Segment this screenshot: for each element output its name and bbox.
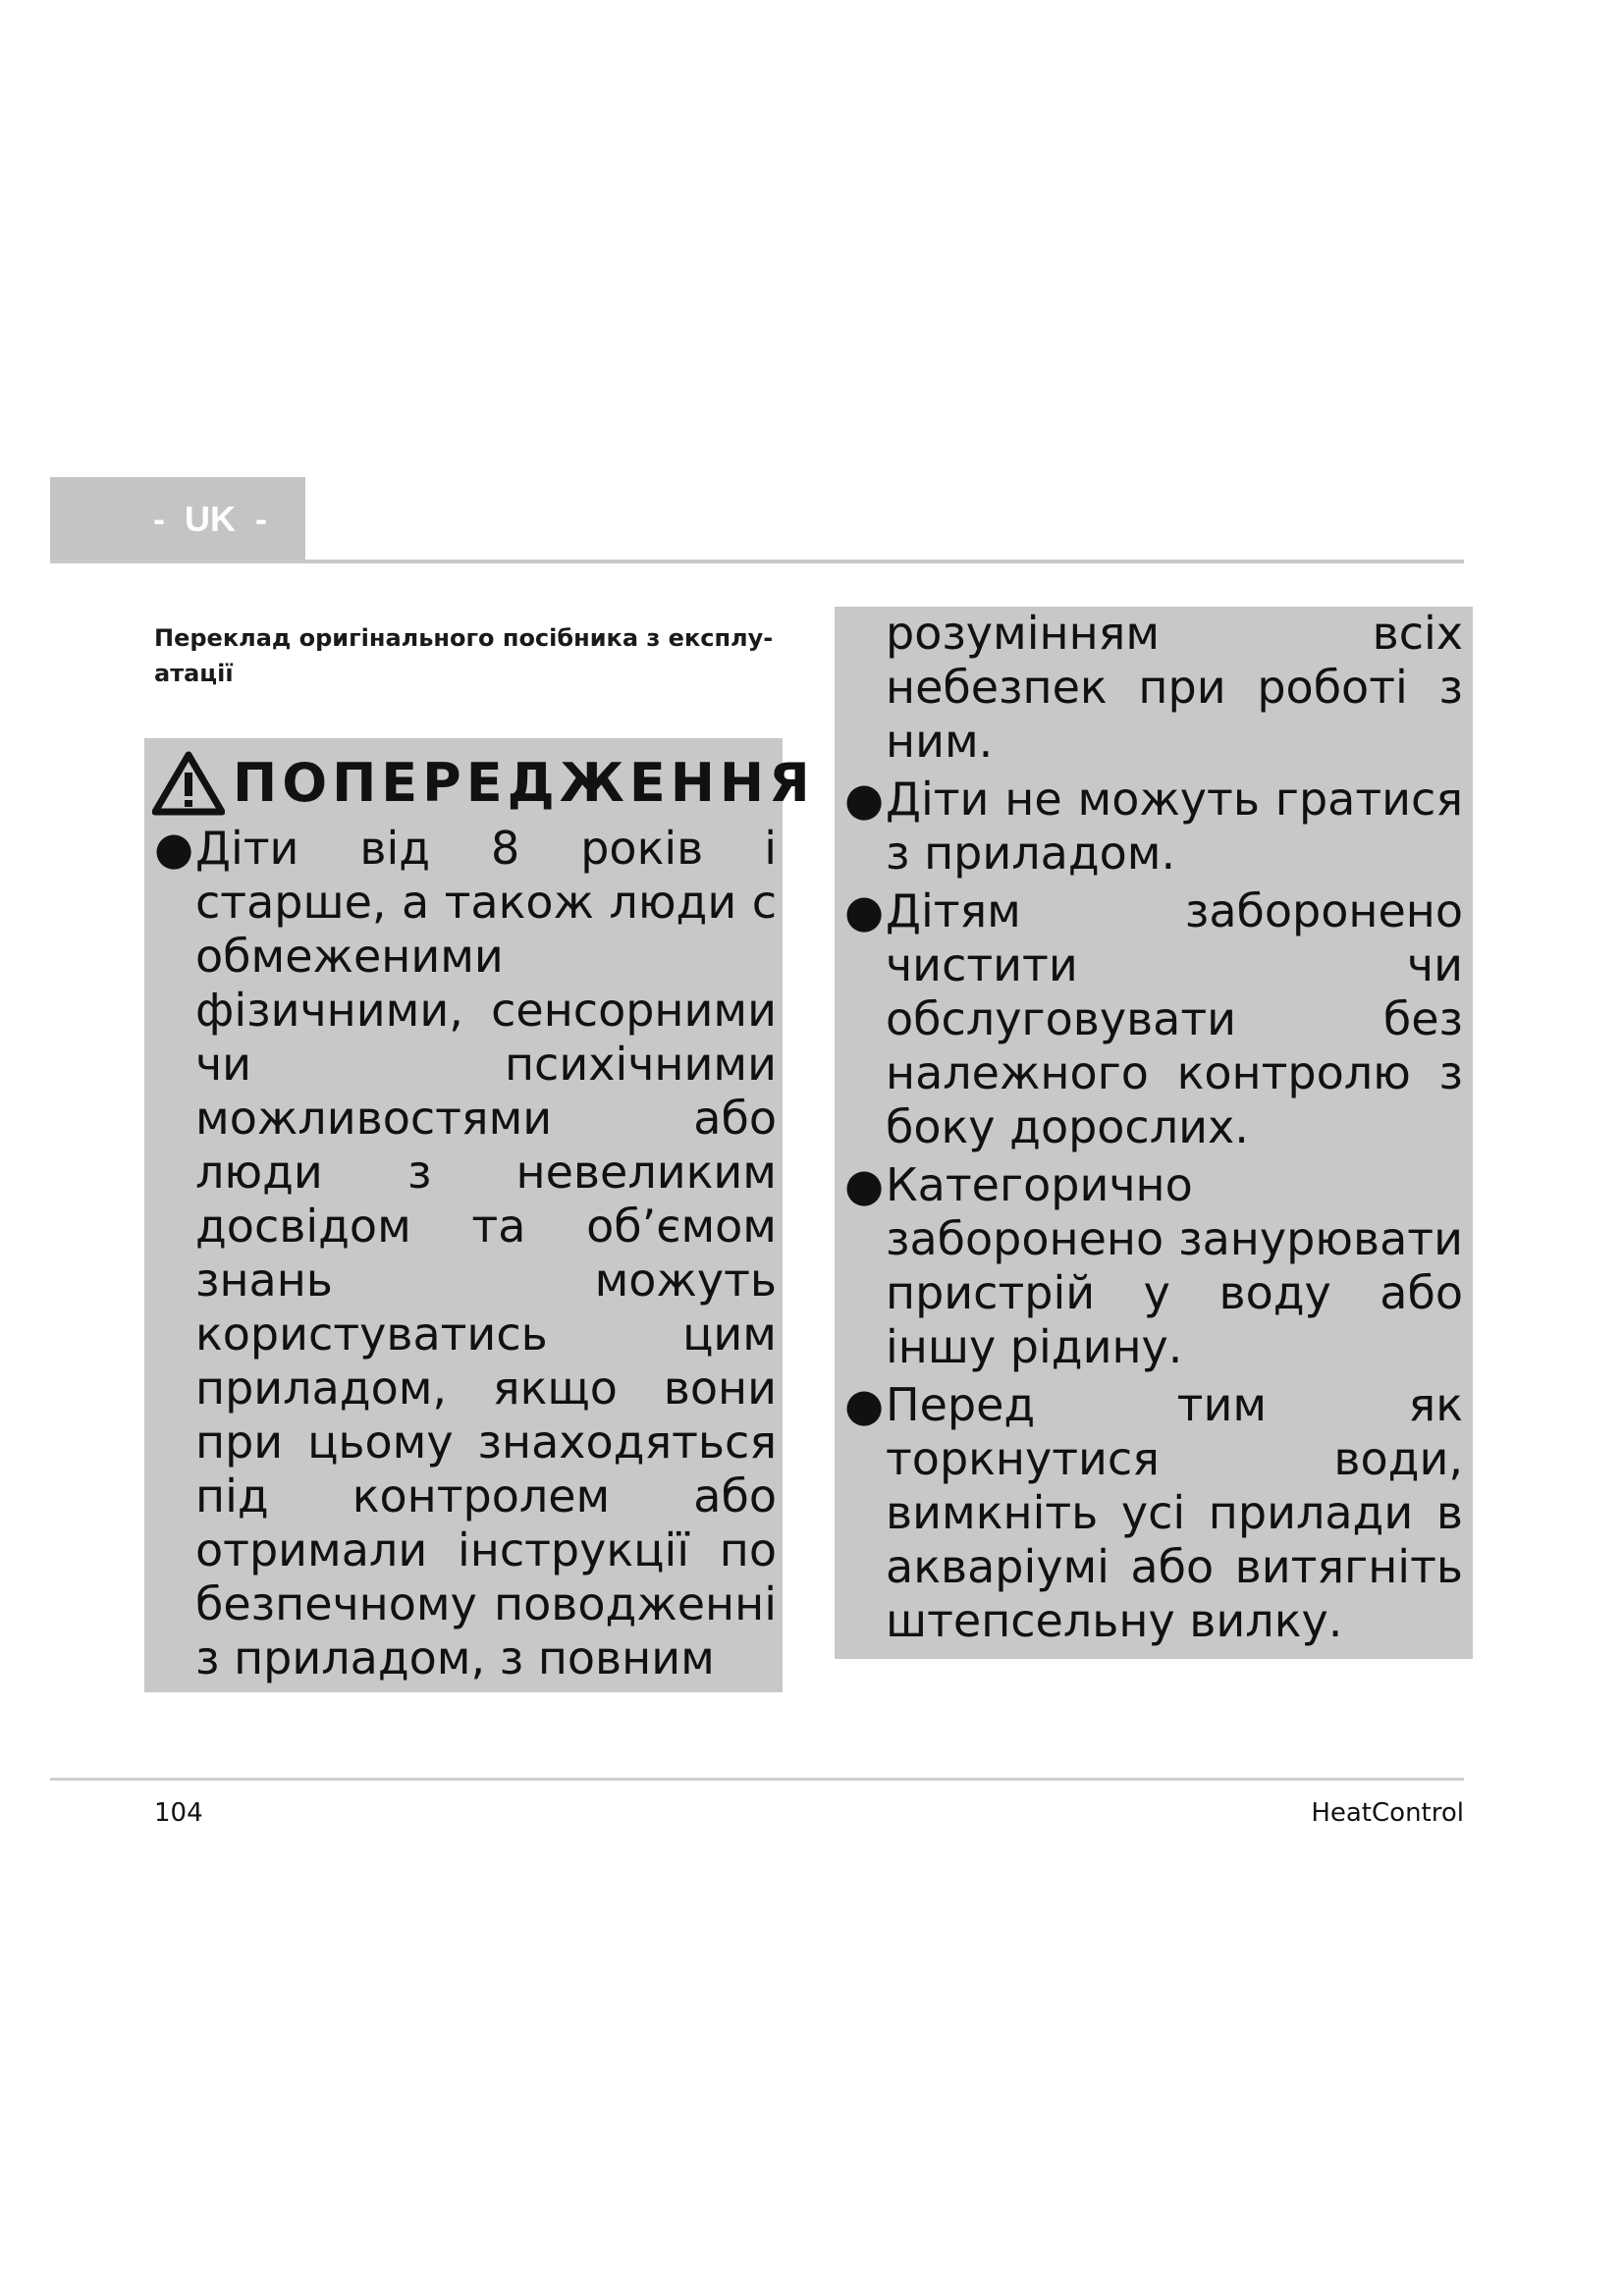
header-divider bbox=[50, 560, 1464, 563]
bullet-icon: ● bbox=[154, 822, 194, 875]
warning-heading-text: ПОПЕРЕДЖЕННЯ bbox=[233, 752, 815, 814]
warning-item-text: Діти від 8 років і старше, а також люди с обмеженими фізичними, сенсорними чи психічними можливостями або люди з невеликим досвідом та об’ємом знань можуть користуватись цим приладом, якщо вони при цьому знаходяться під контролем або отримали інструкції по безпечному поводженні з приладом, з повним bbox=[195, 822, 777, 1684]
bullet-icon: ● bbox=[844, 884, 885, 937]
bullet-icon: ● bbox=[844, 1158, 885, 1211]
warning-item-text: Категорично заборонено занурювати пристрій у воду або іншу рідину. bbox=[886, 1158, 1463, 1373]
warning-list-item bbox=[842, 884, 1463, 1154]
warning-box-right bbox=[835, 607, 1473, 1659]
warning-list-item bbox=[152, 822, 777, 1685]
continued-text: розумінням всіх небезпек при роботі з ним. bbox=[886, 607, 1463, 768]
warning-triangle-icon bbox=[152, 751, 225, 816]
page-number: 104 bbox=[154, 1798, 203, 1828]
warning-list-item bbox=[842, 1158, 1463, 1374]
bullet-icon: ● bbox=[844, 1378, 885, 1431]
footer-divider bbox=[50, 1778, 1464, 1781]
warning-list-item bbox=[842, 773, 1463, 881]
brand-name: HeatControl bbox=[1311, 1798, 1464, 1828]
warning-list-item bbox=[842, 1378, 1463, 1648]
document-subtitle: Переклад оригінального посібника з експлу-атації bbox=[154, 624, 774, 687]
warning-box-left bbox=[144, 738, 815, 1692]
warning-heading bbox=[152, 745, 815, 822]
language-tab: - UK - bbox=[50, 477, 305, 561]
bullet-icon: ● bbox=[844, 773, 885, 826]
warning-item-text: Дітям заборонено чистити чи обслуговувати без належного контролю з боку дорослих. bbox=[886, 884, 1463, 1153]
warning-item-text: Перед тим як торкнутися води, вимкніть усі прилади в акваріумі або витягніть штепсельну вилку. bbox=[886, 1378, 1463, 1647]
warning-item-text: Діти не можуть гратися з приладом. bbox=[886, 773, 1463, 880]
